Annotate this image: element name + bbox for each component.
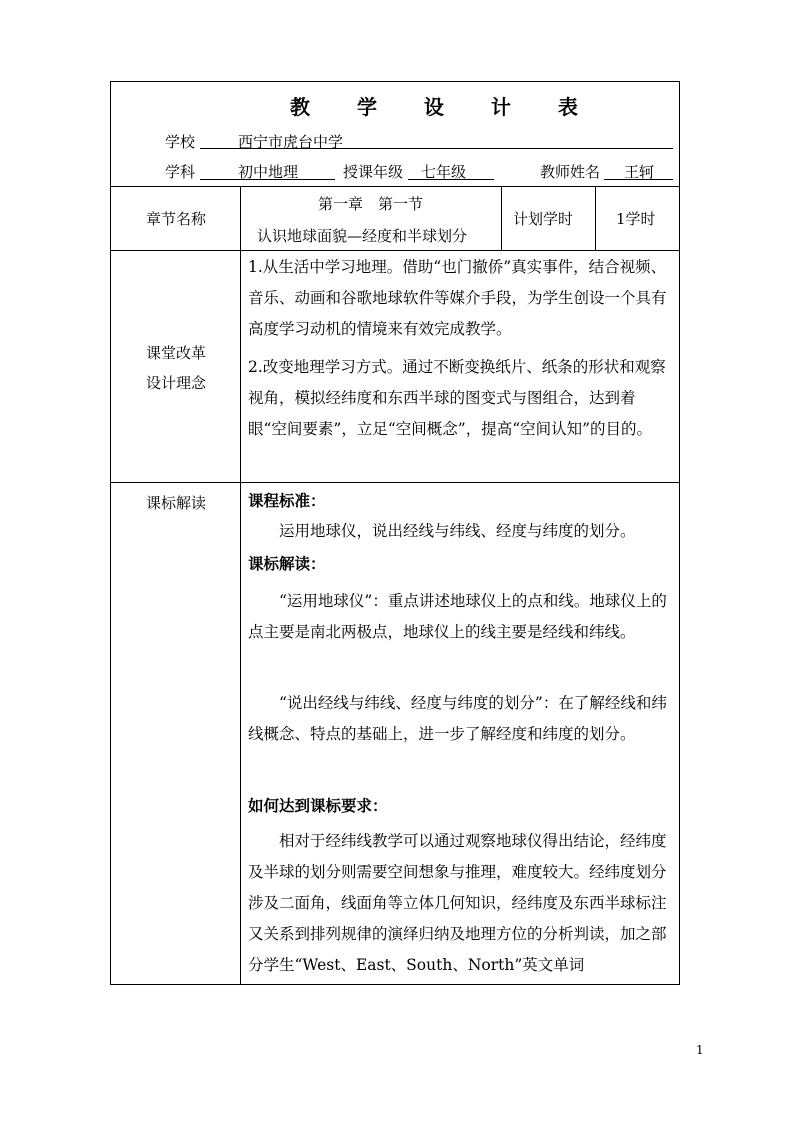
subject-value: 初中地理 [238,163,299,181]
standard-heading-1: 课程标准： [248,491,326,510]
column-divider [501,186,502,250]
teacher-label: 教师姓名 [540,163,601,181]
chapter-line1: 第一章 第一节 [318,195,424,213]
standard-paragraph-4: 相对于经纬线教学可以通过观察地球仪得出结论，经纬度及半球的划分则需要空间想象与推理，难度较大。经纬度划分涉及二面角，线面角等立体几何知识，经纬度及东西半球标注又关系到排列规律的演绎归纳及地理方位的分析判读，加之部分学生“West、East、South、North”英文单词 [248,832,667,974]
subject-label: 学科 [165,163,196,181]
hours-value: 1学时 [616,210,656,228]
column-divider [595,186,596,250]
teacher-value: 王轲 [624,163,655,181]
chapter-line2: 认识地球面貌—经度和半球划分 [257,227,468,245]
page-number: 1 [696,1043,704,1057]
standard-paragraph-3: “说出经线与纬线、经度与纬度的划分”：在了解经线和纬线概念、特点的基础上，进一步了解经度和纬度的划分。 [248,694,667,743]
reform-label-line2: 设计理念 [146,374,207,392]
school-value: 西宁市虎台中学 [238,133,344,151]
standard-heading-3: 如何达到课标要求： [248,796,388,815]
grade-label: 授课年级 [343,163,404,181]
school-label: 学校 [165,133,196,151]
page-title: 教 学 设 计 表 [290,95,598,119]
standard-heading-2: 课标解读： [248,554,326,573]
standard-label: 课标解读 [146,494,207,512]
reform-label-line1: 课堂改革 [146,344,207,362]
hours-label: 计划学时 [513,210,574,228]
chapter-label: 章节名称 [146,210,207,228]
row-divider [111,186,679,187]
reform-paragraph-2: 2.改变地理学习方式。通过不断变换纸片、纸条的形状和观察视角，模拟经纬度和东西半球的图变式与图组合，达到着眼“空间要素”，立足“空间概念”，提高“空间认知”的目的。 [248,358,666,438]
row-divider [111,482,679,483]
reform-paragraph-1: 1.从生活中学习地理。借助“也门撤侨”真实事件，结合视频、音乐、动画和谷歌地球软件等媒介手段，为学生创设一个具有高度学习动机的情境来有效完成教学。 [248,258,667,338]
grade-value: 七年级 [421,163,467,181]
standard-paragraph-1: 运用地球仪，说出经线与纬线、经度与纬度的划分。 [279,522,636,540]
column-divider [240,186,241,984]
standard-paragraph-2: “运用地球仪”：重点讲述地球仪上的点和线。地球仪上的点主要是南北两极点，地球仪上的线主要是经线和纬线。 [248,592,667,641]
row-divider [111,250,679,251]
